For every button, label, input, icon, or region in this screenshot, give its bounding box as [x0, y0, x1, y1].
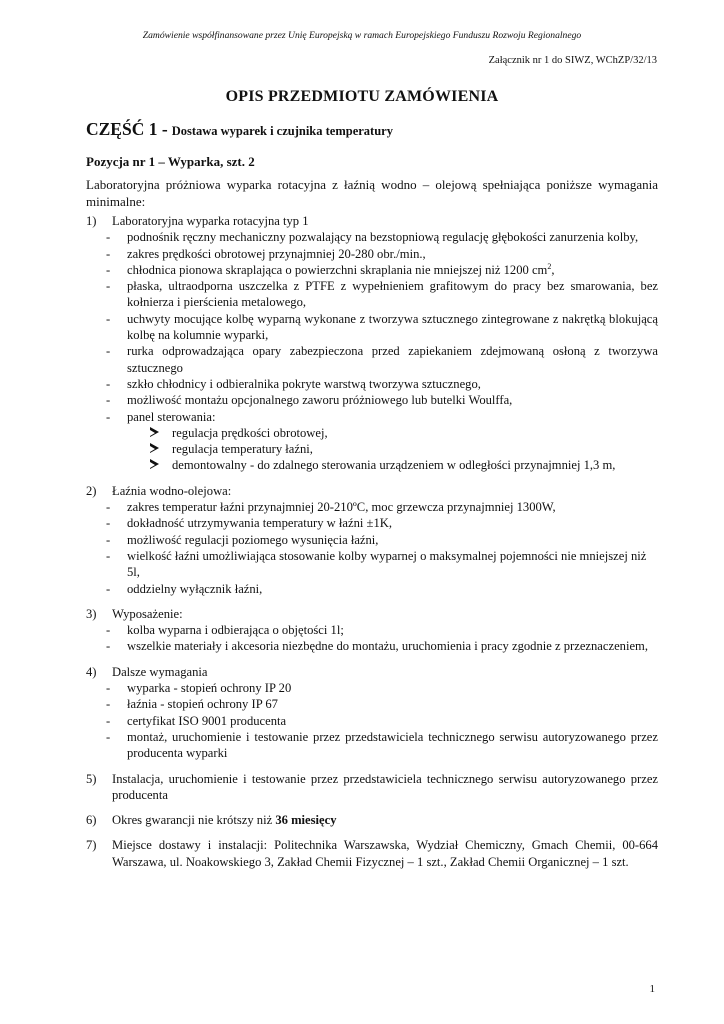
item-text: możliwość regulacji poziomego wysunięcia łaźni, [127, 532, 379, 547]
item-text: szkło chłodnicy i odbieralnika pokryte warstwą tworzywa sztucznego, [127, 376, 481, 391]
part-number: CZĘŚĆ 1 - [86, 119, 168, 139]
sub-list-item [86, 457, 658, 473]
section-number: 7) [86, 838, 97, 853]
section-title: Łaźnia wodno-olejowa: [112, 483, 232, 498]
section-number: 1) [86, 214, 97, 228]
section-number: 6) [86, 813, 97, 828]
item-text: chłodnica pionowa skraplająca o powierzchni skraplania nie mniejszej niż 1200 cm [127, 262, 548, 277]
list-item [86, 392, 658, 408]
dash-marker: - [106, 639, 111, 654]
dash-marker: - [106, 697, 111, 712]
section-title: Instalacja, uruchomienie i testowanie przez przedstawiciela technicznego serwisu autoryzowanego przez producenta [112, 771, 658, 802]
dash-marker: - [106, 262, 111, 277]
item-text: dokładność utrzymywania temperatury w łaźni ±1K, [127, 516, 393, 531]
dash-marker: - [106, 581, 111, 596]
dash-marker: - [106, 500, 111, 515]
item-text: montaż, uruchomienie i testowanie przez przedstawiciela technicznego serwisu autoryzowanego przez producenta wyparki [127, 729, 658, 761]
dash-marker: - [106, 409, 111, 424]
dash-marker: - [106, 311, 111, 326]
item-text: podnośnik ręczny mechaniczny pozwalający na bezstopniową regulację głębokości zanurzenia kolby, [127, 230, 639, 245]
dash-marker: - [106, 376, 111, 391]
section-4 [86, 664, 658, 762]
section-title: Miejsce dostawy i instalacji: Politechnika Warszawska, Wydział Chemiczny, Gmach Chemii, 00-664 Warszawa, ul. Noakowskiego 3, Zakład Chemii Fizycznej – 1 szt., Zakład Chemii Organicznej – 1 szt. [112, 838, 658, 869]
item-text: łaźnia - stopień ochrony IP 67 [127, 697, 278, 712]
section-title [112, 812, 658, 828]
list-item [86, 532, 658, 548]
item-text: możliwość montażu opcjonalnego zaworu próżniowego lub butelki Woulffa, [127, 393, 513, 408]
attachment-reference: Załącznik nr 1 do SIWZ, WChZP/32/13 [488, 55, 657, 66]
dash-marker: - [106, 713, 111, 728]
item-text: wielkość łaźni umożliwiająca stosowanie kolby wyparnej o maksymalnej pojemności nie mniejszej niż 5l, [127, 548, 647, 580]
warranty-period: 36 miesięcy [275, 813, 337, 828]
section-number: 4) [86, 664, 97, 679]
warranty-text: Okres gwarancji nie krótszy niż [112, 813, 276, 828]
list-item [86, 376, 658, 392]
section-5 [86, 771, 658, 804]
item-text: kolba wyparna i odbierająca o objętości 1l; [127, 623, 344, 638]
item-text: wszelkie materiały i akcesoria niezbędne do montażu, uruchomienia i pracy zgodnie z przeznaczeniem, [127, 639, 648, 654]
sub-item-text: regulacja prędkości obrotowej, [172, 425, 328, 440]
dash-marker: - [106, 393, 111, 408]
item-text: płaska, ultraodporna uszczelka z PTFE z wypełnieniem grafitowym do pracy bez smarowania, bez kołnierza i pierścienia metalowego, [127, 279, 658, 310]
part-heading [86, 119, 393, 140]
sub-list-item [86, 425, 658, 441]
dash-marker: - [106, 623, 111, 638]
list-item [86, 622, 658, 638]
arrow-bullet-icon [150, 425, 164, 441]
list-item [86, 409, 658, 425]
item-text: wyparka - stopień ochrony IP 20 [127, 681, 292, 696]
arrow-bullet-icon [150, 441, 164, 457]
list-item [86, 515, 658, 531]
item-text: rurka odprowadzająca opary zabezpieczona przed zapiekaniem zdejmowaną osłoną z tworzywa sztucznego [127, 344, 658, 375]
sub-list-item [86, 441, 658, 457]
section-1 [86, 213, 658, 474]
list-item [86, 262, 658, 278]
dash-marker: - [106, 279, 111, 294]
dash-marker: - [106, 516, 111, 531]
list-item [86, 638, 658, 654]
arrow-bullet-icon [150, 457, 164, 473]
item-text: oddzielny wyłącznik łaźni, [127, 581, 263, 596]
section-number: 2) [86, 483, 97, 498]
part-name: Dostawa wyparek i czujnika temperatury [171, 124, 393, 138]
section-3 [86, 606, 658, 655]
dash-marker: - [106, 532, 111, 547]
section-number: 3) [86, 606, 97, 621]
list-item [86, 548, 658, 581]
requirements-list [86, 213, 658, 879]
dash-marker: - [106, 548, 111, 563]
dash-marker: - [106, 230, 111, 245]
section-title: Dalsze wymagania [112, 664, 208, 679]
dash-marker: - [106, 729, 111, 744]
section-6 [86, 812, 658, 828]
section-title: Laboratoryjna wyparka rotacyjna typ 1 [112, 214, 309, 228]
list-item [86, 311, 658, 344]
list-item [86, 713, 658, 729]
list-item [86, 229, 658, 245]
list-item [86, 343, 658, 376]
section-2 [86, 483, 658, 597]
position-heading: Pozycja nr 1 – Wyparka, szt. 2 [86, 154, 255, 169]
item-text-tail: , [551, 262, 555, 277]
list-item [86, 680, 658, 696]
intro-paragraph: Laboratoryjna próżniowa wyparka rotacyjna z łaźnią wodno – olejową spełniająca poniższe wymagania minimalne: [86, 177, 658, 209]
sub-item-text: regulacja temperatury łaźni, [172, 442, 313, 457]
section-title: Wyposażenie: [112, 606, 183, 621]
item-text: zakres prędkości obrotowej przynajmniej 20-280 obr./min., [127, 246, 426, 261]
list-item [86, 246, 658, 262]
list-item [86, 581, 658, 597]
list-item [86, 729, 658, 762]
dash-marker: - [106, 246, 111, 261]
item-text: certyfikat ISO 9001 producenta [127, 713, 287, 728]
section-7 [86, 837, 658, 870]
sub-item-text: demontowalny - do zdalnego sterowania urządzeniem w odległości przynajmniej 1,3 m, [172, 458, 616, 473]
item-text: uchwyty mocujące kolbę wyparną wykonane z tworzywa sztucznego zintegrowane z nakrętką blokującą kolbę na kolumnie wyparki, [127, 311, 658, 343]
superscript: 2 [547, 261, 552, 271]
document-title: OPIS PRZEDMIOTU ZAMÓWIENIA [225, 88, 499, 105]
cofinancing-note: Zamówienie współfinansowane przez Unię Europejską w ramach Europejskiego Funduszu Rozwoju Regionalnego [142, 30, 582, 41]
dash-marker: - [106, 681, 111, 696]
item-text: panel sterowania: [127, 409, 216, 424]
list-item [86, 499, 658, 515]
list-item [86, 278, 658, 311]
item-text: zakres temperatur łaźni przynajmniej 20-210ºC, moc grzewcza przynajmniej 1300W, [127, 500, 556, 515]
list-item [86, 696, 658, 712]
section-number: 5) [86, 771, 97, 786]
dash-marker: - [106, 344, 111, 359]
page-number: 1 [649, 983, 655, 995]
